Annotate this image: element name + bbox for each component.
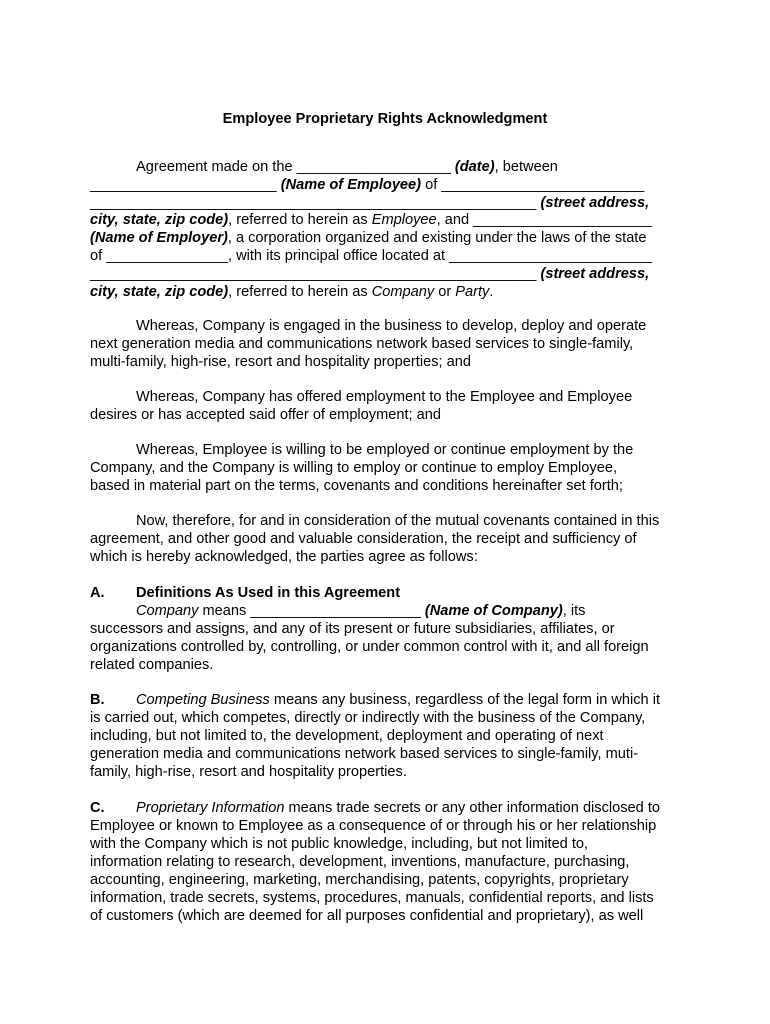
text-segment: , between [494, 159, 558, 175]
text-line [90, 512, 659, 530]
text-segment: generation media and communications network based services to single-family, muti- [90, 746, 639, 762]
text-segment: Whereas, Company is engaged in the business to develop, deploy and operate [136, 318, 647, 334]
placeholder-label: (date) [454, 159, 495, 175]
text-segment: including, but not limited to, the development, deployment and operating of next [90, 728, 604, 744]
text-line [90, 211, 652, 229]
defined-term: Competing Business [136, 692, 270, 708]
text-segment: Employee or known to Employee as a consequence of or through his or her relationship [90, 818, 657, 834]
text-segment: agreement, and other good and valuable consideration, the receipt and sufficiency of [90, 531, 637, 547]
text-segment: is carried out, which competes, directly or indirectly with the business of the Company, [90, 710, 646, 726]
placeholder-label: (street address, [540, 195, 650, 211]
text-line [90, 317, 646, 335]
placeholder-label: (Name of Employer) [90, 230, 228, 246]
text-line [90, 406, 441, 424]
text-line [90, 853, 629, 871]
text-line [90, 441, 633, 459]
text-segment: Company, and the Company is willing to employ or continue to employ Employee, [90, 460, 617, 476]
text-segment: , its [562, 603, 586, 619]
text-segment: , a corporation organized and existing under the laws of the state [227, 230, 647, 246]
section-letter: C. [90, 800, 105, 816]
text-segment: related companies. [90, 657, 214, 673]
text-line [90, 817, 656, 835]
text-line [90, 638, 649, 656]
text-segment: successors and assigns, and any of its present or future subsidiaries, affiliates, or [90, 621, 615, 637]
text-segment: accounting, engineering, marketing, merchandising, patents, copyrights, proprietary [90, 872, 629, 888]
text-segment: Agreement made on the ___________________ [136, 159, 455, 175]
text-segment: _______________________ [90, 177, 281, 193]
text-line [90, 388, 632, 406]
text-segment: multi-family, high-rise, resort and hospitality properties; and [90, 354, 471, 370]
text-segment: _______________________________________________________ [90, 266, 541, 282]
defined-term: Party [455, 284, 490, 300]
text-line [90, 835, 588, 853]
text-segment: desires or has accepted said offer of employment; and [90, 407, 441, 423]
text-line [90, 763, 407, 781]
text-segment: next generation media and communications network based services to single-family, [90, 336, 634, 352]
text-segment: means any business, regardless of the legal form in which it [269, 692, 661, 708]
text-line [90, 691, 660, 709]
text-line [90, 548, 478, 566]
text-line [90, 745, 638, 763]
text-line [90, 889, 654, 907]
text-line [90, 477, 623, 495]
text-line [90, 799, 660, 817]
placeholder-label: city, state, zip code) [90, 284, 229, 300]
text-line [90, 871, 629, 889]
text-segment: Now, therefore, for and in consideration of the mutual covenants contained in this [136, 513, 660, 529]
placeholder-label: (Name of Company) [424, 603, 563, 619]
text-line [90, 530, 637, 548]
text-line [90, 158, 558, 176]
document-title: Employee Proprietary Rights Acknowledgment [222, 111, 548, 127]
section-heading: Definitions As Used in this Agreement [136, 585, 401, 601]
text-line [90, 727, 604, 745]
text-segment: Whereas, Company has offered employment to the Employee and Employee [136, 389, 633, 405]
placeholder-label: (Name of Employee) [280, 177, 422, 193]
text-line [90, 247, 652, 265]
section-letter: A. [90, 585, 105, 601]
placeholder-label: city, state, zip code) [90, 212, 229, 228]
text-segment: , and ______________________ [436, 212, 652, 228]
placeholder-label: (street address, [540, 266, 650, 282]
text-line [90, 709, 645, 727]
text-segment: . [489, 284, 494, 300]
defined-term: Company [136, 603, 199, 619]
text-line [90, 335, 633, 353]
text-segment: , referred to herein as [228, 284, 372, 300]
text-line [90, 229, 646, 247]
defined-term: Company [371, 284, 435, 300]
text-segment: _______________________________________________________ [90, 195, 541, 211]
text-line [90, 194, 649, 212]
text-segment: of _______________, with its principal office located at _________________________ [90, 248, 653, 264]
text-segment: means _____________________ [198, 603, 425, 619]
text-segment: of _________________________ [421, 177, 645, 193]
text-line [90, 620, 615, 638]
text-line [90, 283, 493, 301]
text-line [90, 353, 471, 371]
text-line [90, 584, 400, 602]
section-letter: B. [90, 692, 105, 708]
text-segment: based in material part on the terms, covenants and conditions hereinafter set forth; [90, 478, 623, 494]
text-line [90, 907, 643, 925]
text-segment: Whereas, Employee is willing to be employed or continue employment by the [136, 442, 634, 458]
text-segment: family, high-rise, resort and hospitality properties. [90, 764, 407, 780]
text-line [90, 602, 585, 620]
text-segment: or [434, 284, 456, 300]
defined-term: Proprietary Information [136, 800, 285, 816]
text-segment: means trade secrets or any other information disclosed to [284, 800, 661, 816]
text-segment: which is hereby acknowledged, the parties agree as follows: [90, 549, 478, 565]
text-segment: organizations controlled by, controlling, or under common control with it, and all foreign [90, 639, 649, 655]
text-segment: with the Company which is not public knowledge, including, but not limited to, [90, 836, 589, 852]
text-line [90, 459, 617, 477]
text-line [90, 656, 213, 674]
text-segment: information, trade secrets, systems, procedures, manuals, confidential reports, and lists [90, 890, 654, 906]
text-segment: of customers (which are deemed for all purposes confidential and proprietary), as well [90, 908, 644, 924]
text-line [90, 176, 644, 194]
defined-term: Employee [371, 212, 437, 228]
text-segment: information relating to research, development, inventions, manufacture, purchasing, [90, 854, 630, 870]
text-line [90, 265, 649, 283]
text-segment: , referred to herein as [228, 212, 372, 228]
